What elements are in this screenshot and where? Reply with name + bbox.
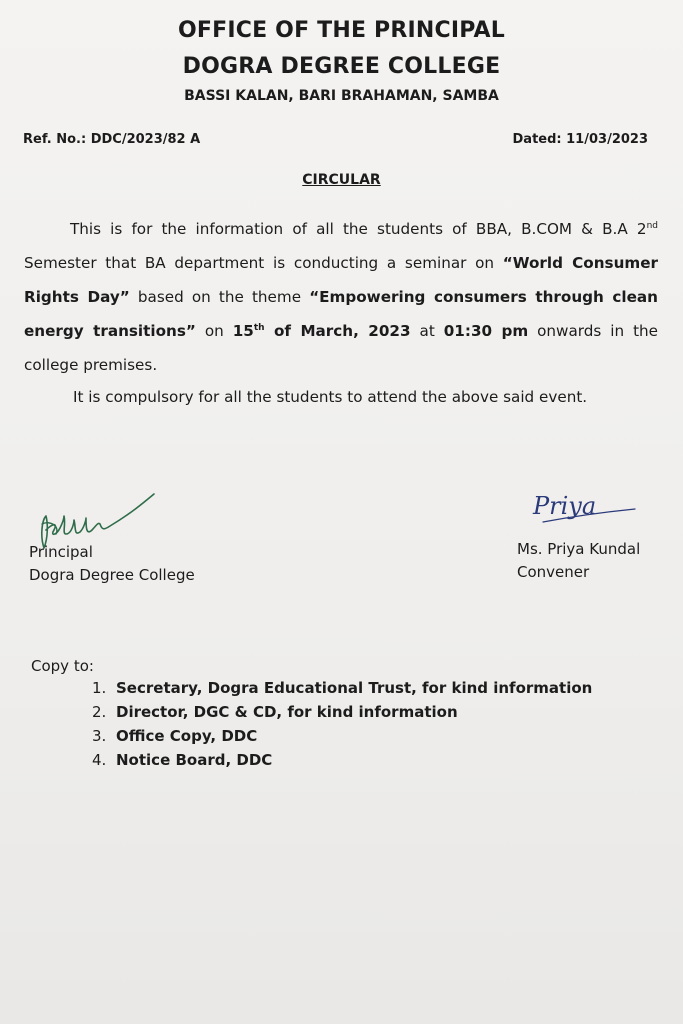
body-text-4: on xyxy=(195,322,233,340)
convener-signature-text: Priya xyxy=(533,492,597,520)
body-text-6: onwards in the college premises. xyxy=(24,322,658,374)
circular-title: CIRCULAR xyxy=(302,172,381,188)
convener-name: Ms. Priya Kundal xyxy=(517,540,641,558)
seminar-theme: “Empowering consumers through clean energy transitions” xyxy=(24,288,658,340)
list-item xyxy=(92,748,592,772)
event-name: “World Consumer Rights Day” xyxy=(24,254,659,306)
convener-signature xyxy=(525,482,645,532)
list-item-text: Office Copy, DDC xyxy=(116,727,258,745)
list-item xyxy=(92,724,592,748)
list-item-text: Notice Board, DDC xyxy=(116,751,273,769)
list-item-number: 1. xyxy=(92,679,107,697)
list-item-text: Secretary, Dogra Educational Trust, for kind information xyxy=(116,679,593,697)
principal-block xyxy=(29,541,195,587)
copy-to-label: Copy to: xyxy=(31,657,94,675)
copy-to-list xyxy=(92,676,592,772)
body-text-1: This is for the information of all the students of BBA, B.COM & B.A 2 xyxy=(70,220,647,238)
body-sup-nd: nd xyxy=(646,220,658,231)
compulsory-note: It is compulsory for all the students to attend the above said event. xyxy=(73,388,588,406)
body-text-5: at xyxy=(410,322,444,340)
convener-title: Convener xyxy=(517,563,590,581)
principal-college: Dogra Degree College xyxy=(29,566,195,584)
date-line: Dated: 11/03/2023 xyxy=(512,132,648,147)
list-item-number: 4. xyxy=(92,751,107,769)
office-heading: OFFICE OF THE PRINCIPAL xyxy=(177,18,506,43)
event-time: 01:30 pm xyxy=(443,322,529,340)
event-day: 15 xyxy=(232,322,254,340)
list-item-number: 2. xyxy=(92,703,107,721)
list-item xyxy=(92,676,592,700)
body-text-3: based on the theme xyxy=(129,288,310,306)
college-address: BASSI KALAN, BARI BRAHAMAN, SAMBA xyxy=(184,88,499,104)
principal-title: Principal xyxy=(29,543,93,561)
event-month-year: of March, 2023 xyxy=(264,322,411,340)
body-text-2: Semester that BA department is conducting a seminar on xyxy=(24,254,503,272)
college-name-heading: DOGRA DEGREE COLLEGE xyxy=(182,54,501,79)
list-item-text: Director, DGC & CD, for kind information xyxy=(116,703,458,721)
reference-number: Ref. No.: DDC/2023/82 A xyxy=(23,132,201,147)
event-date xyxy=(233,322,411,340)
body-sup-th: th xyxy=(253,322,265,333)
list-item xyxy=(92,700,592,724)
circular-body xyxy=(24,212,658,382)
list-item-number: 3. xyxy=(92,727,107,745)
convener-block xyxy=(517,538,640,584)
